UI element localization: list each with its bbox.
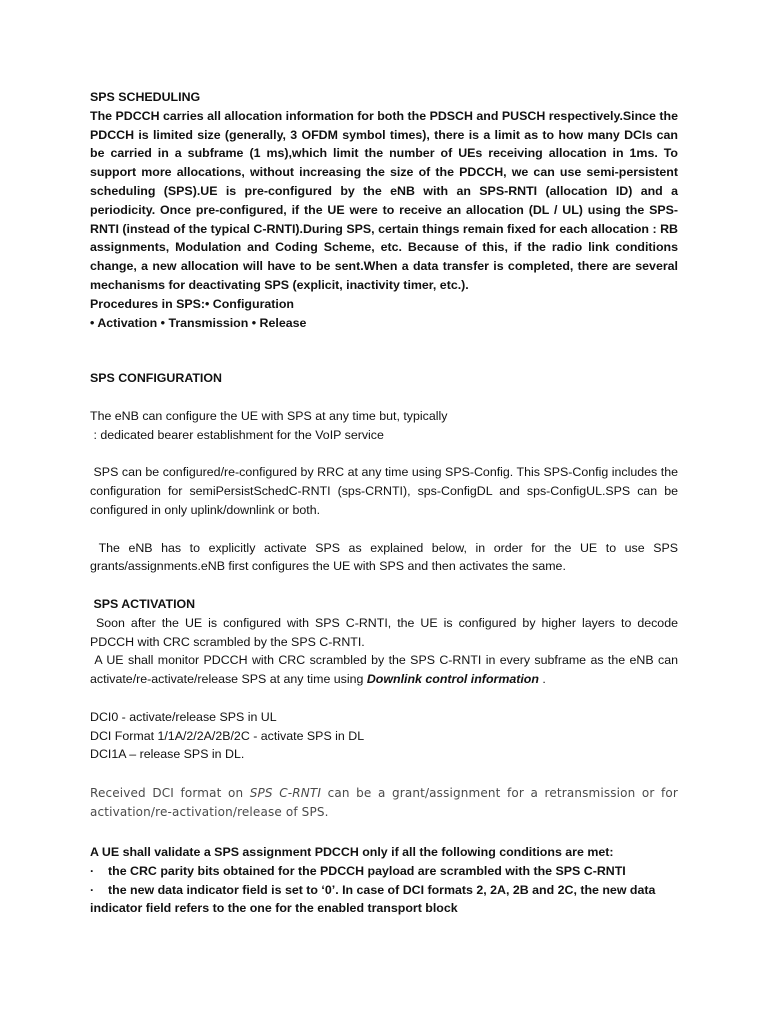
bullet: · bbox=[90, 863, 95, 878]
received-dci-text-end: can be a grant/assignment for a retransmission or for activation/re-activation/release of SPS. bbox=[90, 786, 678, 820]
dci-line: DCI0 - activate/release SPS in UL bbox=[90, 709, 277, 724]
bullet: · bbox=[90, 882, 95, 897]
downlink-control-information-emphasis: Downlink control information bbox=[366, 672, 539, 687]
validate-heading: A UE shall validate a SPS assignment PDCCH only if all the following conditions are met: bbox=[90, 845, 614, 860]
sps-configuration-heading: SPS CONFIGURATION bbox=[90, 371, 222, 386]
condition-text: the CRC parity bits obtained for the PDCCH payload are scrambled with the SPS C-RNTI bbox=[108, 863, 626, 878]
sps-scheduling-body: The PDCCH carries all allocation information for both the PDSCH and PUSCH respectively.Since the PDCCH is limited size (generally, 3 OFDM symbol times), there is a limit as to how many DCIs can be carried in a subframe (1 ms),which limit the number of UEs receiving allocation in 1ms. To support more allocations, without increasing the size of the PDCCH, we can use semi-persistent scheduling (SPS).UE is pre-configured by the eNB with an SPS-RNTI (allocation ID) and a periodicity. Once pre-configured, if the UE were to receive an allocation (DL / UL) using the SPS-RNTI (instead of the typical C-RNTI).During SPS, certain things remain fixed for each allocation : RB assignments, Modulation and Coding Scheme, etc. Because of this, if the radio link conditions change, a new allocation will have to be sent.When a data transfer is completed, there are several mechanisms for deactivating SPS (explicit, inactivity timer, etc.). bbox=[90, 108, 678, 292]
sps-configuration-paragraph-2: SPS can be configured/re-configured by RRC at any time using SPS-Config. This SPS-Config includes the configuration for semiPersistSchedC-RNTI (sps-CRNTI), sps-ConfigDL and sps-ConfigUL.SPS can be configured in only uplink/downlink or both. bbox=[90, 465, 682, 517]
sps-configuration-line-1: The eNB can configure the UE with SPS at any time but, typically bbox=[90, 408, 448, 423]
condition-list-item bbox=[90, 862, 678, 881]
dci-line: DCI Format 1/1A/2/2A/2B/2C - activate SPS in DL bbox=[90, 728, 365, 743]
document-page bbox=[90, 88, 682, 918]
dci-line: DCI1A – release SPS in DL. bbox=[90, 747, 245, 762]
condition-text: the new data indicator field is set to ‘0’. In case of DCI formats 2, 2A, 2B and 2C, the new data indicator field refers to the one for the enabled transport block bbox=[90, 882, 656, 916]
sps-c-rnti-emphasis: SPS C-RNTI bbox=[249, 786, 322, 801]
sps-scheduling-heading: SPS SCHEDULING bbox=[90, 90, 201, 104]
sps-activation-paragraph-1: Soon after the UE is configured with SPS C-RNTI, the UE is configured by higher layers to decode PDCCH with CRC scrambled by the SPS C-RNTI. bbox=[90, 615, 682, 649]
procedures-line-2: • Activation • Transmission • Release bbox=[90, 315, 307, 330]
sps-activation-paragraph-2 bbox=[90, 651, 682, 689]
sps-activation-paragraph-2-end: . bbox=[538, 672, 546, 687]
sps-activation-heading: SPS ACTIVATION bbox=[90, 596, 196, 611]
procedures-line-1: Procedures in SPS:• Configuration bbox=[90, 296, 294, 311]
sps-activation-paragraph-2-text: A UE shall monitor PDCCH with CRC scrambled by the SPS C-RNTI in every subframe as the eNB can activate/re-activate/release SPS at any time using bbox=[90, 653, 682, 687]
sps-configuration-line-2: : dedicated bearer establishment for the VoIP service bbox=[90, 427, 384, 442]
condition-list-item bbox=[90, 881, 678, 919]
received-dci-text: Received DCI format on bbox=[90, 786, 250, 801]
received-dci-paragraph bbox=[90, 784, 678, 822]
sps-configuration-paragraph-3: The eNB has to explicitly activate SPS as explained below, in order for the UE to use SPS grants/assignments.eNB first configures the UE with SPS and then activates the same. bbox=[90, 540, 682, 574]
